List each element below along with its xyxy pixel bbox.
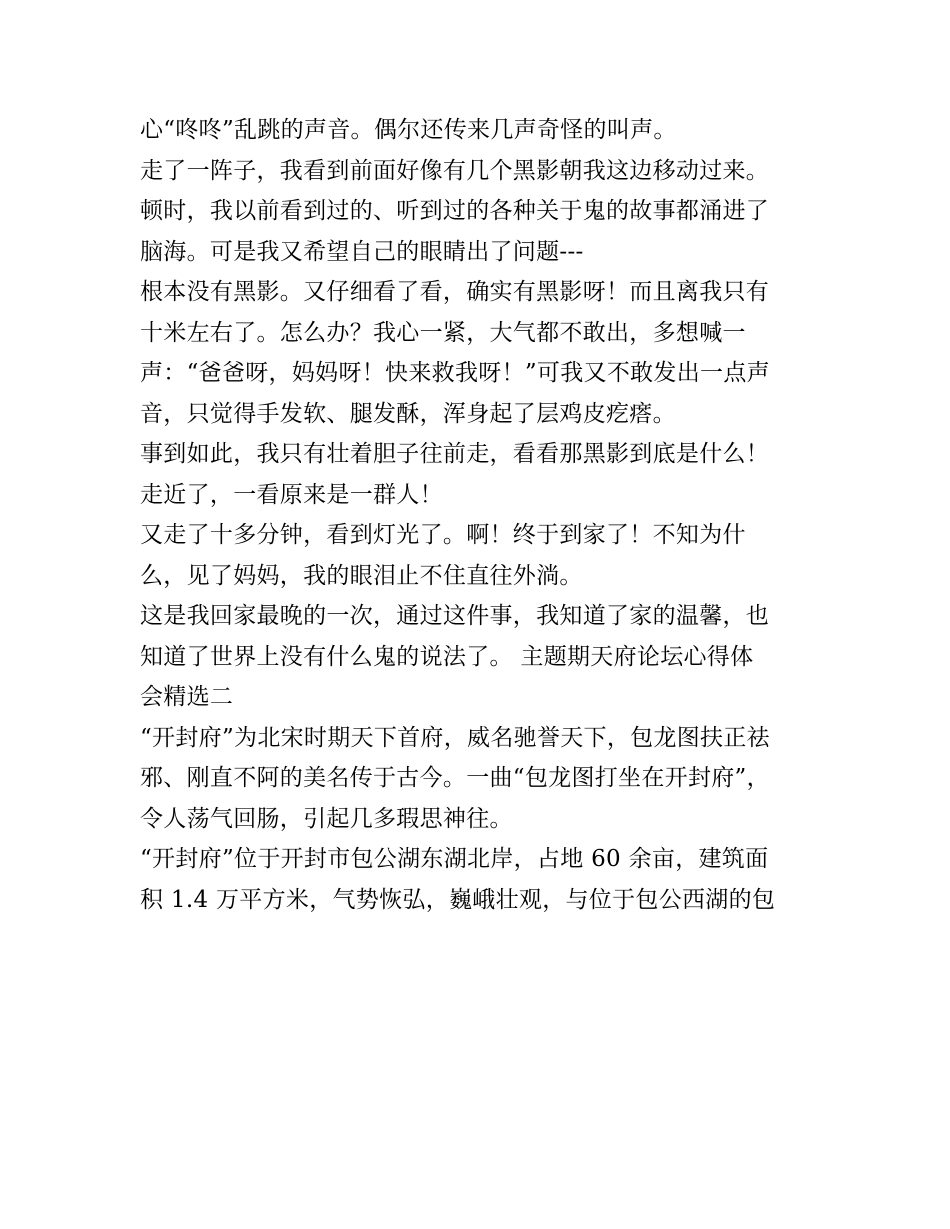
text-line: 心“咚咚”乱跳的声音。偶尔还传来几声奇怪的叫声。 (140, 117, 677, 143)
text-line: 顿时，我以前看到过的、听到过的各种关于鬼的故事都涌进了 (140, 198, 770, 224)
text-line: “开封府”为北宋时期天下首府，威名驰誉天下，包龙图扶正祛 (140, 724, 770, 751)
text-line: 事到如此，我只有壮着胆子往前走，看看那黑影到底是什么！ (140, 441, 770, 467)
text-line: “开封府”位于开封市包公湖东湖北岸，占地 60 余亩，建筑面 (140, 846, 769, 872)
text-line: 根本没有黑影。又仔细看了看，确实有黑影呀！而且离我只有 (140, 279, 770, 305)
text-line: 走了一阵子，我看到前面好像有几个黑影朝我这边移动过来。 (140, 157, 770, 184)
text-line: 邪、刚直不阿的美名传于古今。一曲“包龙图打坐在开封府”， (140, 765, 770, 791)
text-line: 走近了，一看原来是一群人！ (140, 481, 443, 508)
text-line: 知道了世界上没有什么鬼的说法了。 主题期天府论坛心得体 (140, 643, 754, 670)
text-line: 声：“爸爸呀，妈妈呀！快来救我呀！”可我又不敢发出一点声 (140, 360, 770, 386)
text-line: 么，见了妈妈，我的眼泪止不住直往外淌。 (140, 562, 583, 589)
text-line: 音，只觉得手发软、腿发酥，浑身起了层鸡皮疙瘩。 (140, 400, 676, 427)
document-body (140, 110, 820, 920)
text-line: 令人荡气回肠，引起几多瑕思神往。 (140, 805, 513, 832)
text-line: 会精选二 (140, 684, 234, 710)
text-line: 十米左右了。怎么办？我心一紧，大气都不敢出，多想喊一 (140, 319, 746, 346)
text-line: 脑海。可是我又希望自己的眼睛出了问题--- (140, 238, 584, 265)
text-line: 这是我回家最晚的一次，通过这件事，我知道了家的温馨，也 (140, 603, 770, 629)
text-line: 又走了十多分钟，看到灯光了。啊！终于到家了！不知为什 (140, 522, 746, 548)
text-line: 积 1.4 万平方米，气势恢弘，巍峨壮观，与位于包公西湖的包 (140, 886, 776, 913)
